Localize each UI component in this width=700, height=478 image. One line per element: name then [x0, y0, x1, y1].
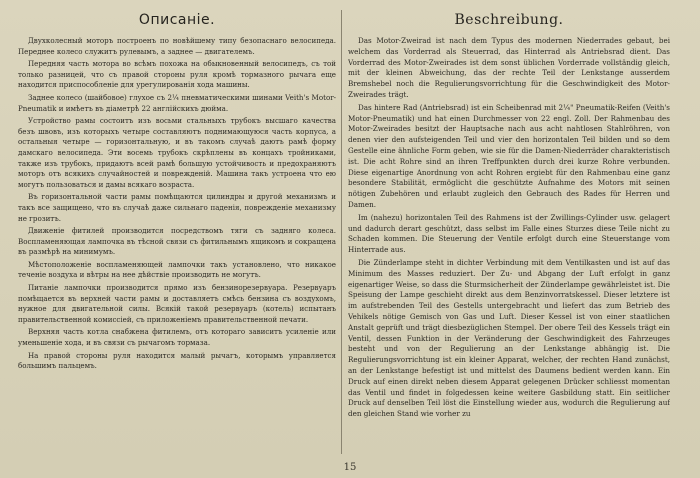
german-title: Beschreibung.: [454, 12, 564, 28]
column-divider: [341, 10, 342, 454]
ru-paragraph: Движеніе фитилей производится посредствомъ тяги съ задняго колеса. Воспламеняющая лампочка въ тѣсной связи съ фитильнымъ ящикомъ и сокращена въ размѣрѣ на минимумъ.: [18, 226, 336, 257]
ru-paragraph: Верхняя часть котла снабжена фитилемъ, отъ котораго зависитъ усиленіе или уменьшеніе хода, и въ связи съ рычагомъ тормаза.: [18, 327, 336, 348]
ru-paragraph: Заднее колесо (шайбовое) глухое съ 2¼ пневматическими шинами Veith's Motor-Pneumatik и имѣетъ въ діаметрѣ 22 англійскихъ дюйма.: [18, 92, 336, 113]
ru-paragraph: Питаніе лампочки производится прямо изъ бензинорезервуара. Резервуаръ помѣщается въ верхней части рамы и доставляетъ смѣсь бензина съ воздухомъ, нужное для двигательной силы. Всякій такой резервуаръ (котель) испытанъ правительственной комиссіей, съ приложеніемъ правительственной печати.: [18, 283, 336, 324]
page-number: 15: [343, 462, 357, 473]
ru-paragraph: На правой стороны руля находится малый рычагъ, которымъ управляется большимъ пальцемъ.: [18, 350, 336, 371]
ru-paragraph: Двухколесный моторъ построенъ по новѣйшему типу безопаснаго велосипеда. Переднее колесо служитъ рулевымъ, а заднее — двигателемъ.: [18, 36, 336, 56]
de-paragraph: Das Motor-Zweirad ist nach dem Typus des modernen Niederrades gebaut, bei welchem das Vorderrad als Steuerrad, das Hinterrad als Antriebsrad dient. Das Vorderrad des Motor-Zweirades ist dem sonst üblichen Vorderrade vollständig gleich, mit der kleinen Abweichung, das der rechte Teil der Lenkstange ausserdem Bremshebel noch die Regulierungsvorrichtung für die Geschwindigkeit des Motor-Zweirades trägt.: [348, 36, 670, 99]
de-paragraph: Im (nahezu) horizontalen Teil des Rahmens ist der Zwillings-Cylinder usw. gelagert und dadurch derart geschützt, dass selbst im Falle eines Sturzes diese Teile nicht zu Schaden kommen. Die Steuerung der Ventile erfolgt durch eine Steuerstange vom Hinterrade aus.: [348, 212, 670, 255]
ru-paragraph: Передняя часть мотора во всѣмъ похожа на обыкновенный велосипедъ, съ той только разницей, что съ правой стороны руля кромѣ тормазного рычага еще находится приспособленіе для урегулированія хода машины.: [18, 59, 336, 90]
ru-paragraph: Устройство рамы состоитъ изъ восьми стальныхъ трубокъ высшаго качества безъ швовъ, изъ которыхъ четыре составляютъ поднимающуюся часть корпуса, а остальныя четыре — горизонтальную, и въ такомъ случаѣ даютъ рамѣ форму дамскаго велосипеда. Эти восемь трубокъ скрѣплены въ концахъ тройниками, также изъ трубокъ, придаютъ всей рамѣ большую устойчивость и предохраняютъ моторъ отъ всякихъ случайностей и поврежденій. Машина такъ устроена что ею могутъ пользоваться и дамы всякаго возраста.: [18, 116, 336, 189]
ru-paragraph: Мѣстоположеніе воспламеняющей лампочки такъ установлено, что никакое теченіе воздуха и вѣтры на нее дѣйствіе производить не могутъ.: [18, 259, 336, 280]
russian-title: Описаніе.: [138, 12, 216, 28]
de-paragraph: Das hintere Rad (Antriebsrad) ist ein Scheibenrad mit 2¼" Pneumatik-Reifen (Veith's Motor-Pneumatik) und hat einen Durchmesser von 22 engl. Zoll. Der Rahmenbau des Motor-Zweirades besitzt der Hauptsache nach aus acht nahtlosen Stahlröhren, von denen vier den aufsteigenden Teil und vier den horizontalen Teil bilden und so dem Gestelle eine ähnliche Form geben, wie sie für die Damen-Niederräder charakteristisch ist. Die acht Rohre sind an ihren Treffpunkten durch drei kurze Rohre verbunden. Diese eigenartige Anordnung von acht Rohren ergiebt für den Rahmenbau eine ganz besondere Stabilität, ermöglicht die geschützte Aufnahme des Motors mit seinen nötigen Zubehören und erlaubt zugleich den Gebrauch des Rades für Herren und Damen.: [348, 102, 670, 209]
ru-paragraph: Въ горизонтальной части рамы помѣщаются цилиндры и другой механизмъ и такъ все защищено, что въ случаѣ даже сильнаго паденія, поврежденіе механизму не грозитъ.: [18, 192, 336, 223]
german-column: [348, 8, 670, 456]
de-paragraph: Die Zünderlampe steht in dichter Verbindung mit dem Ventilkasten und ist auf das Minimum des Masses reduziert. Der Zu- und Abgang der Luft erfolgt in ganz eigenartiger Weise, so dass die Sturmsicherheit der Zünderlampe gewährleistet ist. Die Speisung der Lampe geschieht direkt aus dem Benzinvorratskessel. Dieser letztere ist im aufstrebenden Teil des Gestells untergebracht und liefert das zum Betrieb des Vehikels nötige Gemisch von Gas und Luft. Dieser Kessel ist von einer staatlichen Anstalt geprüft und trägt diesbezüglichen Stempel. Der obere Teil des Kessels trägt ein Ventil, dessen Funktion in der Veränderung der Geschwindigkeit des Fahrzeuges besteht und von der Regulierung an der Lenkstange abhängig ist. Die Regulierungsvorrichtung ist ein kleiner Apparat, welcher, der rechten Hand zunächst, an der Lenkstange befestigt ist und mittelst des Daumens bedient werden kann. Ein Druck auf einen direkt neben diesem Apparat gelegenen Drücker schliesst momentan das Ventil und findet in folgedessen keine weitere Gasbildung statt. Ein seitlicher Druck auf denselben Teil löst die Einstellung wieder aus, wodurch die Regulierung auf den gleichen Stand wie vorher zu: [348, 257, 670, 419]
russian-column: [18, 8, 336, 456]
